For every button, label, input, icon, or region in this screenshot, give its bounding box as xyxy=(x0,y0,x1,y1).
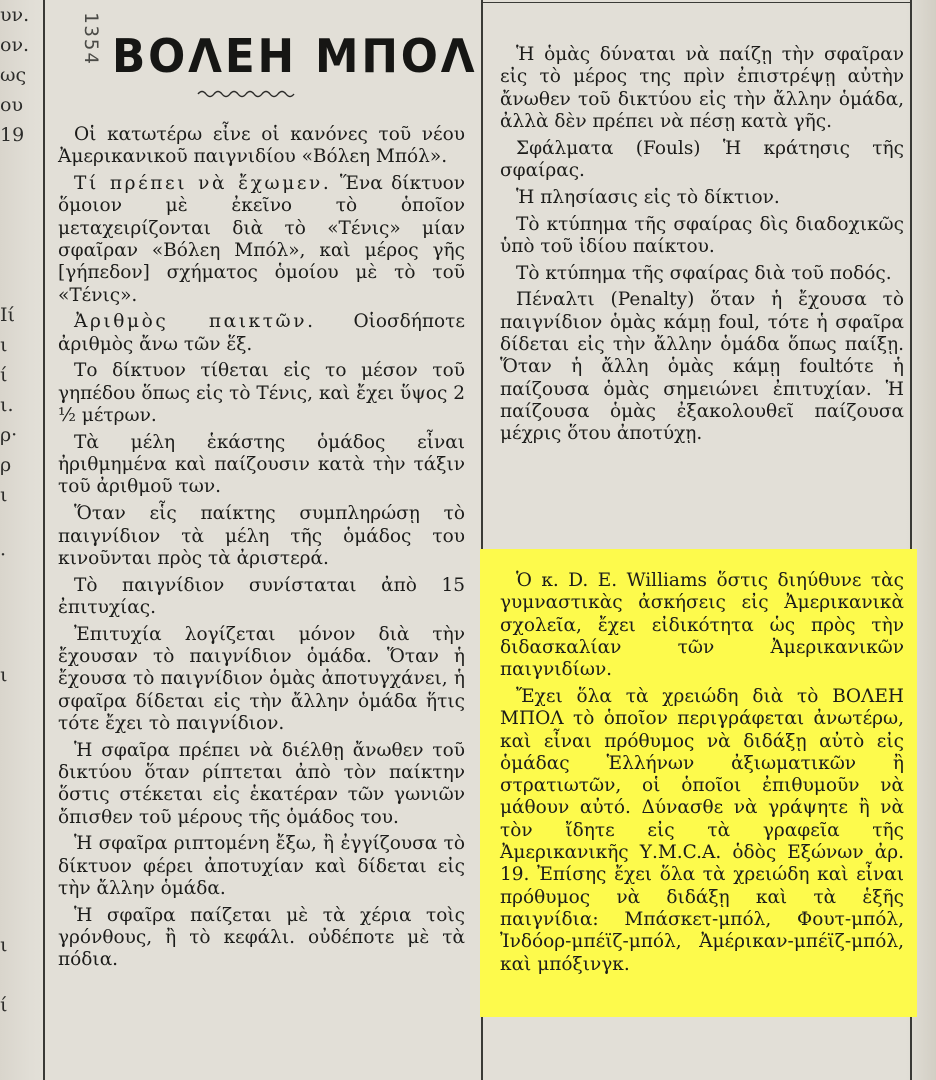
paragraph: Ὁ κ. D. E. Williams ὅστις διηύθυνε τὰς γυμναστικὰς ἀσκήσεις εἰς Ἀμερικανικὰ σχολεῖα, ἔχει εἰδικότητα ὡς πρὸς τὴν διδασκαλίαν τῶν Ἀμερικανικῶν παιγνιδίων. xyxy=(500,570,904,681)
paragraph: Ἔχει ὅλα τὰ χρειώδη διὰ τὸ ΒΟΛΕΗ ΜΠΟΛ τὸ ὁποῖον περιγράφεται ἀνωτέρω, καὶ εἶναι πρόθυμος νὰ διδάξῃ αὐτὸ εἰς ὁμάδας Ἑλλήνων ἀξιωματικῶν ἢ στρατιωτῶν, οἱ ὁποῖοι ἐπιθυμοῦν νὰ μάθουν αὐτό. Δύνασθε νὰ γράψητε ἢ νὰ τὸν ἴδητε εἰς τὰ γραφεῖα τῆς Ἀμερικανικῆς Υ.Μ.C.A. ὁδὸς Εξώνων ἀρ. 19. Ἐπίσης ἔχει ὅλα τὰ χρειώδη καὶ εἶναι πρόθυμος νὰ διδάξῃ καὶ τὰ ἑξῆς παιγνίδια: Μπάσκετ-μπόλ, Φουτ-μπόλ, Ἰνδόορ-μπέϊζ-μπόλ, Ἀμέρικαν-μπέϊζ-μπόλ, καὶ μπόξινγκ. xyxy=(500,685,904,975)
paragraph: Ἡ σφαῖρα παίζεται μὲ τὰ χέρια τοὶς γρόνθους, ἢ τὸ κεφάλι. οὐδέποτε μὲ τὰ πόδια. xyxy=(58,904,465,971)
paragraph: Ἐπιτυχία λογίζεται μόνον διὰ τὴν ἔχουσαν τὸ παιγνίδιον ὁμάδα. Ὅταν ἡ ἔχουσα τὸ παιγνίδιον ὁμὰς ἀποτυγχάνει, ἡ σφαῖρα δίδεται εἰς τὴν ἄλλην ὁμάδα ἥτις τότε ἔχει τὸ παιγνίδιον. xyxy=(58,623,465,734)
fragment-line xyxy=(0,810,30,840)
page-mark: 1354 xyxy=(80,12,102,66)
fragment-line: ι xyxy=(0,484,8,506)
fragment-line: ρ· xyxy=(0,424,18,446)
column-rule-left xyxy=(43,0,45,1080)
paragraph: Πέναλτι (Penalty) ὅταν ἡ ἔχουσα τὸ παιγνίδιον ὁμὰς κάμῃ foul, τότε ἡ σφαῖρα δίδεται εἰς τὴν ἄλλην ὁμάδα ὅπως παίξῃ. Ὅταν ἡ ἄλλη ὁμὰς κάμῃ foultότε ἡ παίζουσα ὁμὰς σημειώνει ἐπιτυχίαν. Ἡ παίζουσα ὁμὰς ἐξακολουθεῖ παίζουσα μέχρις ὅτου ἀποτύχῃ. xyxy=(500,289,904,445)
fragment-line: ρ xyxy=(0,454,12,476)
fragment-line: υν. xyxy=(0,4,30,26)
fragment-line: Ιί xyxy=(0,304,15,326)
fragment-line xyxy=(0,780,30,810)
fragment-line: ι xyxy=(0,334,8,356)
fragment-line xyxy=(0,840,30,870)
fragment-line: ί xyxy=(0,364,8,386)
top-border xyxy=(482,2,912,3)
paragraph: Τί πρέπει νὰ ἔχωμεν. Ἕνα δίκτυον ὅμοιον μὲ ἐκεῖνο τὸ ὁποῖον μεταχειρίζονται διὰ τὸ «Τένις» μίαν σφαῖραν «Βόλεη Μπόλ», καὶ μέρος γῆς [γήπεδον] σχήματος ὁμοίου μὲ τὸ τοῦ «Τένις». xyxy=(58,173,465,306)
paragraph: Ἡ ὁμὰς δύναται νὰ παίζῃ τὴν σφαῖραν εἰς τὸ μέρος της πρὶν ἐπιστρέψῃ αὐτὴν ἄνωθεν τοῦ δικτύου εἰς τὴν ἄλλην ὁμάδα, ἀλλὰ δὲν πρέπει νὰ πέσῃ κατὰ γῆς. xyxy=(500,44,904,132)
fragment-line: 19 xyxy=(0,124,25,146)
left-article-column xyxy=(58,124,465,976)
highlighted-text xyxy=(500,570,904,980)
fragment-line xyxy=(0,720,30,750)
paragraph: Ὅταν εἷς παίκτης συμπληρώσῃ τὸ παιγνίδιον τὰ μέλη τῆς ὁμάδος του κινοῦνται πρὸς τὰ ἀριστερά. xyxy=(58,503,465,569)
fragment-line: ως xyxy=(0,64,27,86)
paragraph: Οἱ κατωτέρω εἶνε οἱ κανόνες τοῦ νέου Ἀμερικανικοῦ παιγνιδίου «Βόλεη Μπόλ». xyxy=(58,124,465,168)
fragment-line: ί xyxy=(0,994,8,1016)
fragment-line xyxy=(0,690,30,720)
paragraph: Ἡ σφαῖρα ριπτομένη ἔξω, ἢ ἐγγίζουσα τὸ δίκτυον φέρει ἀποτυχίαν καὶ δίδεται εἰς τὴν ἄλλην ὁμάδα. xyxy=(58,833,465,899)
fragment-line xyxy=(0,960,30,990)
paragraph: Ἡ πλησίασις εἰς τὸ δίκτιον. xyxy=(516,186,780,208)
headline-ornament xyxy=(196,88,296,100)
rubric: Ἀριθμὸς παικτῶν. xyxy=(74,311,316,333)
headline: ΒΟΛΕΗ ΜΠΟΛ xyxy=(112,29,478,83)
paragraph: Τὸ κτύπημα τῆς σφαίρας διὰ τοῦ ποδός. xyxy=(516,262,892,284)
paragraph: Ἀριθμὸς παικτῶν. Οἱοσδήποτε ἀριθμὸς ἄνω τῶν ἕξ. xyxy=(58,311,466,355)
fragment-line xyxy=(0,270,30,300)
fragment-line xyxy=(0,240,30,270)
fragment-line xyxy=(0,1020,30,1050)
fragment-line xyxy=(0,900,30,930)
right-article-column xyxy=(500,44,904,450)
fragment-line: ι xyxy=(0,934,8,956)
fragment-line: · xyxy=(0,544,7,566)
adjacent-column-fragments xyxy=(0,0,30,1050)
fragment-line xyxy=(0,150,30,180)
fragment-line xyxy=(0,570,30,600)
paragraph: Τὸ κτύπημα τῆς σφαίρας δὶς διαδοχικῶς ὑπὸ τοῦ ἰδίου παίκτου. xyxy=(500,213,904,257)
paragraph: Τὸ παιγνίδιον συνίσταται ἀπὸ 15 ἐπιτυχίας. xyxy=(58,574,465,618)
fragment-line xyxy=(0,210,30,240)
paragraph: Τὰ μέλη ἑκάστης ὁμάδος εἶναι ἠριθμημένα καὶ παίζουσιν κατὰ τὴν τάξιν τοῦ ἀριθμοῦ των. xyxy=(58,431,465,498)
fragment-line xyxy=(0,630,30,660)
paragraph: Σφάλματα (Fouls) Ἡ κράτησις τῆς σφαίρας. xyxy=(500,137,904,181)
fragment-line: ι. xyxy=(0,394,14,416)
fragment-line xyxy=(0,600,30,630)
fragment-line xyxy=(0,870,30,900)
fragment-line xyxy=(0,180,30,210)
fragment-line: ι xyxy=(0,664,8,686)
paragraph: Το δίκτυον τίθεται εἰς το μέσον τοῦ γηπέδου ὅπως εἰς τὸ Τένις, καὶ ἔχει ὕψος 2 ½ μέτρων. xyxy=(58,360,465,427)
fragment-line: ου xyxy=(0,94,23,116)
fragment-line: ον. xyxy=(0,34,30,56)
paragraph: Ἡ σφαῖρα πρέπει νὰ διέλθῃ ἄνωθεν τοῦ δικτύου ὅταν ρίπτεται ἀπὸ τὸν παίκτην ὅστις στέκεται εἰς ἑκατέραν τῶν γωνιῶν ὄπισθεν τοῦ μέρους τῆς ὁμάδος του. xyxy=(58,739,465,828)
fragment-line xyxy=(0,510,30,540)
fragment-line xyxy=(0,750,30,780)
rubric: Τί πρέπει νὰ ἔχωμεν. xyxy=(74,173,332,195)
